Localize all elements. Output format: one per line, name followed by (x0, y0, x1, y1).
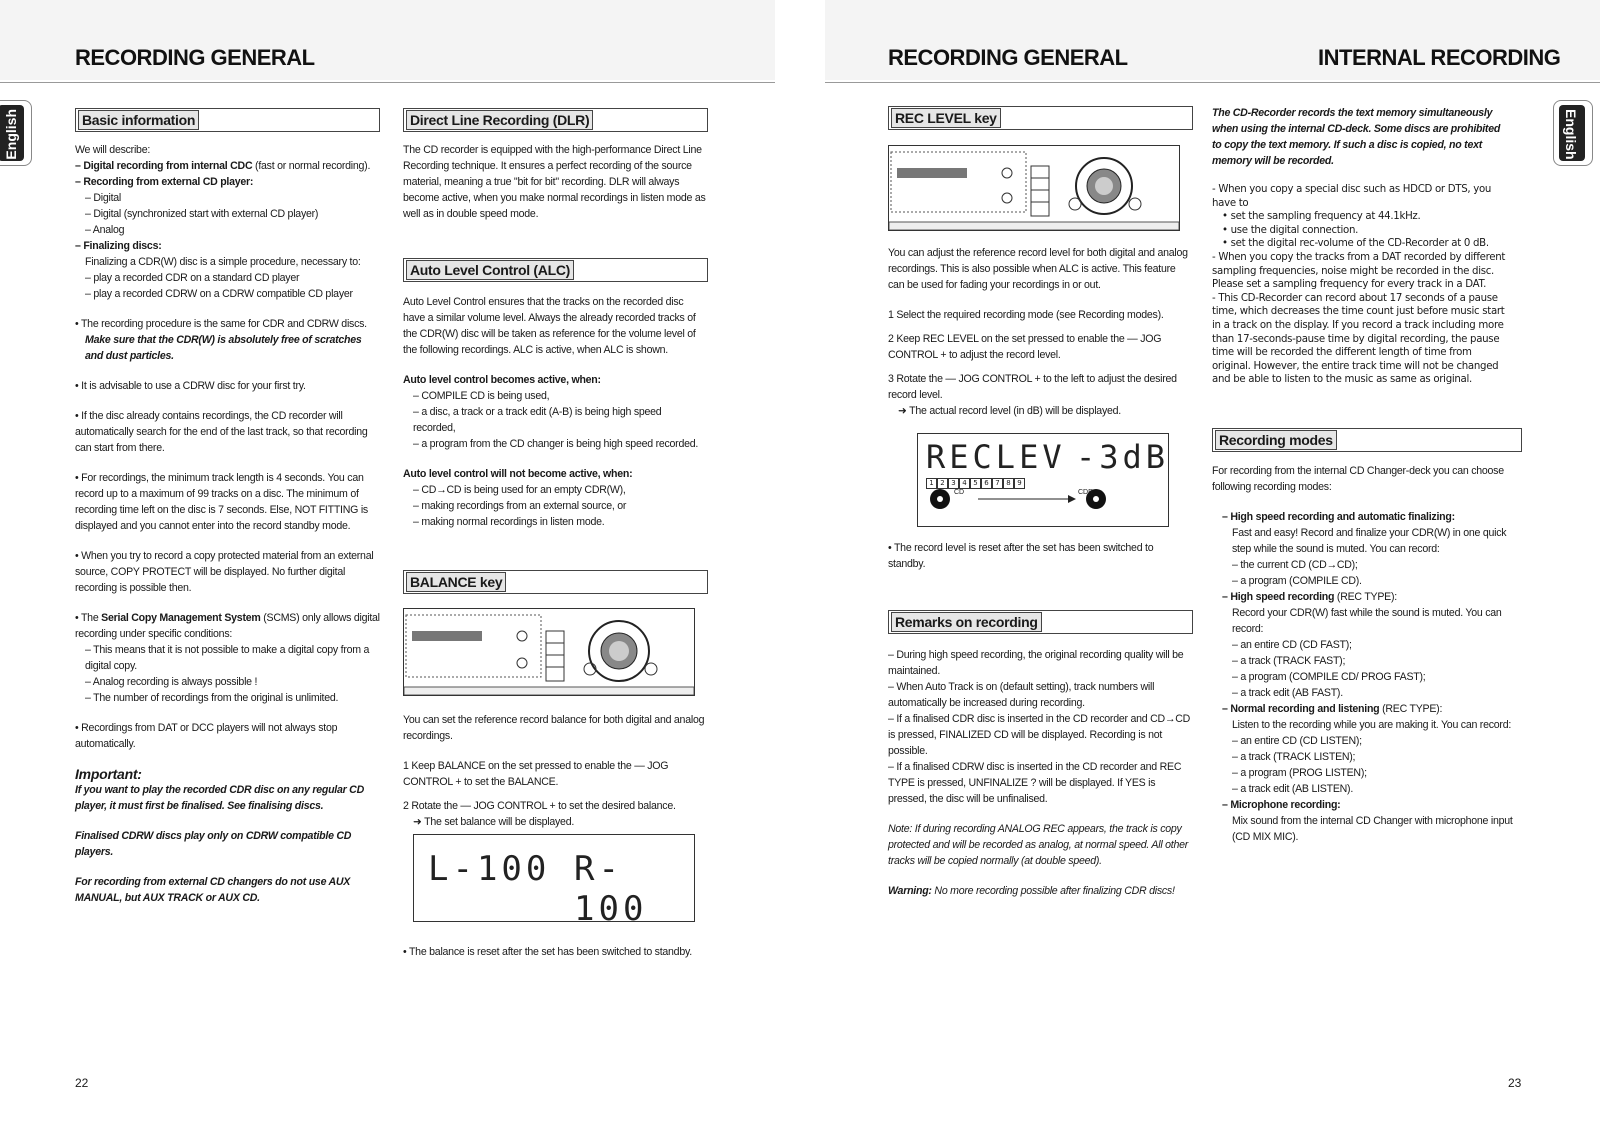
internal-bullet: - When you copy a special disc such as HDCD or DTS, you have to (1212, 184, 1492, 209)
mode-title-suffix: (REC TYPE): (1334, 591, 1397, 603)
mode-option: – an entire CD (CD LISTEN); (1232, 735, 1362, 747)
basic-subitem: – The number of recordings from the original is unlimited. (85, 692, 339, 704)
track-number-cell: 5 (970, 478, 981, 489)
balance-step: 2 Rotate the — JOG CONTROL + to set the desired balance. (403, 800, 676, 812)
mode-option: – a program (COMPILE CD). (1232, 575, 1362, 587)
language-tab-left (0, 100, 32, 166)
internal-intro: The CD-Recorder records the text memory simultaneously when using the internal CD-deck. Some discs are prohibited to copy the text memory. If such a disc is copied, no text memory will be recorded. (1212, 107, 1501, 167)
mode-option: – a track edit (AB FAST). (1232, 687, 1343, 699)
basic-subitem: – Analog recording is always possible ! (85, 676, 258, 688)
section-heading: Remarks on recording (891, 612, 1042, 632)
section-heading: Direct Line Recording (DLR) (406, 110, 593, 130)
modes-intro: For recording from the internal CD Changer-deck you can choose following recording modes: (1212, 465, 1504, 493)
alc-item: – a program from the CD changer is being high speed recorded. (413, 438, 699, 450)
device-illustration-balance (403, 608, 695, 696)
basic-item-title: – Digital recording from internal CDC (75, 160, 253, 172)
cd-recorder-front-panel-icon (404, 609, 694, 695)
internal-subbullet: • use the digital connection. (1222, 224, 1359, 236)
basic-bullet: • The recording procedure is the same for CDR and CDRW discs. (75, 318, 367, 330)
mode-title: – High speed recording and automatic finalizing: (1222, 511, 1455, 523)
mode-title: – Normal recording and listening (1222, 703, 1380, 715)
remarks-note: Note: If during recording ANALOG REC appears, the track is copy protected and will be recorded as analog, at normal speed. All other tracks will be copied normally (at double speed). (888, 823, 1189, 867)
rec-level-note-text: • The record level is reset after the set has been switched to standby. (888, 542, 1154, 570)
page-number-right: 23 (1508, 1076, 1522, 1090)
track-number-cell: 3 (948, 478, 959, 489)
basic-intro: We will describe: (75, 144, 151, 156)
cdr-label: CDR (1078, 489, 1094, 496)
section-heading: Basic information (78, 110, 199, 130)
track-number-cell: 7 (992, 478, 1003, 489)
section-recording-modes (1212, 428, 1522, 452)
mode-option: – a program (COMPILE CD/ PROG FAST); (1232, 671, 1426, 683)
alc-item: – a disc, a track or a track edit (A-B) is being high speed recorded, (413, 406, 662, 434)
track-number-cell: 6 (981, 478, 992, 489)
remark-item: – During high speed recording, the original recording quality will be maintained. (888, 649, 1184, 677)
track-number-cell: 8 (1003, 478, 1014, 489)
section-dlr (403, 108, 708, 132)
header-rule-right (825, 82, 1600, 83)
internal-subbullet: • set the digital rec-volume of the CD-Recorder at 0 dB. (1222, 238, 1489, 250)
warning-text: No more recording possible after finalizing CDR discs! (931, 885, 1175, 897)
basic-item-title: – Recording from external CD player: (75, 176, 254, 188)
basic-bullet: • Recordings from DAT or DCC players will not always stop automatically. (75, 722, 338, 750)
section-heading: Auto Level Control (ALC) (406, 260, 574, 280)
section-rec-level-key (888, 106, 1193, 130)
section-alc (403, 258, 708, 282)
rec-level-text (888, 245, 1191, 419)
alc-active-heading: Auto level control becomes active, when: (403, 374, 601, 386)
mode-text: Record your CDR(W) fast while the sound is muted. You can record: (1232, 607, 1502, 635)
section-remarks-on-recording (888, 610, 1193, 634)
basic-bullet: • For recordings, the minimum track length is 4 seconds. You can record up to a maximum of 99 tracks on a disc. The minimum of recording time left on the disc is 7 seconds. Else, NOT FITTING is displayed and you cannot enter into the record standby mode. (75, 472, 368, 532)
section-balance-key (403, 570, 708, 594)
mode-title-suffix: (REC TYPE): (1379, 703, 1443, 715)
basic-item-text: (fast or normal recording). (252, 160, 371, 172)
section-heading: Recording modes (1215, 430, 1337, 450)
mode-text: Listen to the recording while you are making it. You can record: (1232, 719, 1512, 731)
scms-text: (SCMS) only allows digital recording under specific conditions: (75, 612, 380, 640)
alc-inactive-heading: Auto level control will not become active, when: (403, 468, 633, 480)
dlr-text (403, 142, 706, 222)
basic-subitem: – Analog (85, 224, 125, 236)
alc-item: – COMPILE CD is being used, (413, 390, 550, 402)
language-tab-right (1553, 100, 1593, 166)
alc-text (403, 294, 706, 530)
basic-item-title: – Finalizing discs: (75, 240, 162, 252)
rec-level-step: 1 Select the required recording mode (see Recording modes). (888, 309, 1164, 321)
rec-level-display (917, 433, 1169, 527)
rec-level-note (888, 540, 1191, 572)
important-text: Finalised CDRW discs play only on CDRW compatible CD players. (75, 830, 352, 858)
section-basic-information (75, 108, 380, 132)
balance-note (403, 944, 706, 960)
page-title-right: RECORDING GENERAL (888, 45, 1128, 70)
basic-bullet: • If the disc already contains recordings, the CD recorder will automatically search for the end of the last track, so that recording can start from there. (75, 410, 368, 454)
balance-step: 1 Keep BALANCE on the set pressed to enable the — JOG CONTROL + to set the BALANCE. (403, 760, 669, 788)
recording-modes-text (1212, 463, 1520, 845)
mode-option: – a program (PROG LISTEN); (1232, 767, 1367, 779)
balance-right-readout: R-100 (574, 849, 648, 929)
remarks-text (888, 647, 1191, 899)
balance-step-result: ➜ The set balance will be displayed. (413, 816, 575, 828)
header-rule-left (0, 82, 775, 83)
track-number-cell: 9 (1014, 478, 1025, 489)
basic-subitem: – Digital (synchronized start with external CD player) (85, 208, 319, 220)
alc-item: – making normal recordings in listen mode. (413, 516, 605, 528)
rec-level-step: 2 Keep REC LEVEL on the set pressed to enable the — JOG CONTROL + to adjust the record level. (888, 333, 1162, 361)
internal-bullet: - When you copy the tracks from a DAT recorded by different sampling frequencies, noise might be recorded in the disc. Please set a sampling frequency for every track in a DAT. (1212, 251, 1506, 291)
mode-text: Mix sound from the internal CD Changer with microphone input (CD MIX MIC). (1232, 815, 1513, 843)
basic-subitem: – play a recorded CDR on a standard CD player (85, 272, 300, 284)
rec-level-paragraph: You can adjust the reference record level for both digital and analog recordings. This is also possible when ALC is active. This feature can be used for fading your recordings in or out. (888, 247, 1188, 291)
remark-item: – When Auto Track is on (default setting), track numbers will automatically be increased during recording. (888, 681, 1155, 709)
mode-text: Fast and easy! Record and finalize your CDR(W) in one quick step while the sound is muted. You can record: (1232, 527, 1507, 555)
remark-item: – If a finalised CDR disc is inserted in the CD recorder and CD→CD is pressed, FINALIZED CD will be displayed. Recording is not possible. (888, 713, 1191, 757)
language-label: English (1563, 109, 1579, 160)
basic-subitem: – play a recorded CDRW on a CDRW compatible CD player (85, 288, 353, 300)
alc-item: – making recordings from an external source, or (413, 500, 627, 512)
important-text: If you want to play the recorded CDR disc on any regular CD player, it must first be finalised. See finalising discs. (75, 784, 364, 812)
basic-bullet: • It is advisable to use a CDRW disc for your first try. (75, 380, 306, 392)
rec-level-label-readout: RECLEV (926, 438, 1066, 476)
section-heading: REC LEVEL key (891, 108, 1001, 128)
scms-prefix: • The (75, 612, 102, 624)
cd-recorder-front-panel-icon (889, 146, 1179, 230)
internal-subbullet: • set the sampling frequency at 44.1kHz. (1222, 211, 1421, 223)
basic-information-text (75, 142, 380, 906)
mode-option: – a track (TRACK FAST); (1232, 655, 1346, 667)
mode-title: – Microphone recording: (1222, 799, 1341, 811)
rec-level-value-readout: -3dB (1076, 438, 1170, 476)
page-title-left: RECORDING GENERAL (75, 45, 315, 70)
important-heading: Important: (75, 766, 142, 782)
track-number-cell: 2 (937, 478, 948, 489)
balance-paragraph: You can set the reference record balance for both digital and analog recordings. (403, 714, 705, 742)
track-number-cell: 4 (959, 478, 970, 489)
section-heading: BALANCE key (406, 572, 506, 592)
balance-left-readout: L-100 (428, 849, 551, 889)
language-label: English (3, 109, 19, 160)
page-number-left: 22 (75, 1076, 89, 1090)
alc-paragraph: Auto Level Control ensures that the tracks on the recorded disc have a similar volume level. Always the already recorded tracks of the CDR(W) disc will be taken as reference for the volume level of the following recordings. ALC is active, when ALC is shown. (403, 296, 696, 356)
important-text: For recording from external CD changers do not use AUX MANUAL, but AUX TRACK or AUX CD. (75, 876, 351, 904)
rec-level-step: 3 Rotate the — JOG CONTROL + to the left to adjust the desired record level. (888, 373, 1177, 401)
mode-title: – High speed recording (1222, 591, 1335, 603)
mode-option: – a track edit (AB LISTEN). (1232, 783, 1354, 795)
page-title-right-2: INTERNAL RECORDING (1318, 45, 1561, 70)
internal-recording-text (1212, 105, 1512, 387)
mode-option: – a track (TRACK LISTEN); (1232, 751, 1356, 763)
basic-subitem: Finalizing a CDR(W) disc is a simple procedure, necessary to: (85, 256, 361, 268)
device-illustration-rec-level (888, 145, 1180, 231)
balance-text (403, 712, 706, 830)
scms-title: Serial Copy Management System (101, 612, 261, 624)
rec-level-step-result: ➜ The actual record level (in dB) will be displayed. (898, 405, 1121, 417)
language-tab-left-inner (0, 105, 24, 161)
basic-bullet: • When you try to record a copy protected material from an external source, COPY PROTECT will be displayed. No further digital recording is possible then. (75, 550, 374, 594)
alc-item: – CD→CD is being used for an empty CDR(W), (413, 484, 626, 496)
cd-label: CD (954, 489, 965, 496)
basic-item (75, 158, 380, 174)
mode-option: – an entire CD (CD FAST); (1232, 639, 1352, 651)
balance-display (413, 834, 695, 929)
basic-warning: Make sure that the CDR(W) is absolutely free of scratches and dust particles. (85, 334, 362, 362)
track-number-cell: 1 (926, 478, 937, 489)
basic-bullet (75, 610, 380, 642)
language-tab-right-inner (1559, 105, 1585, 161)
basic-subitem: – Digital (85, 192, 122, 204)
mode-option: – the current CD (CD→CD); (1232, 559, 1358, 571)
internal-bullet: - This CD-Recorder can record about 17 seconds of a pause time, which decreases the time count just before music start in a track on the display. If you record a track including more than 17-seconds-pause time by digital recording, the pause time will be recorded the different length of time from original. However, the entire track time will not be changed and be able to listen to the music as same as original. (1212, 292, 1505, 386)
basic-subitem: – This means that it is not possible to make a digital copy from a digital copy. (85, 644, 370, 672)
dlr-paragraph: The CD recorder is equipped with the high-performance Direct Line Recording technique. It ensures a perfect recording of the source material, meaning a true "bit for bit" recording. DLR will always become active, when you make normal recordings in listen mode as well as in double speed mode. (403, 144, 706, 220)
remark-item: – If a finalised CDRW disc is inserted in the CD recorder and REC TYPE is pressed, UNFINALIZE ? will be displayed. If YES is pressed, the disc will be unfinalised. (888, 761, 1182, 805)
balance-note-text: • The balance is reset after the set has been switched to standby. (403, 946, 692, 958)
warning-label: Warning: (888, 885, 932, 897)
